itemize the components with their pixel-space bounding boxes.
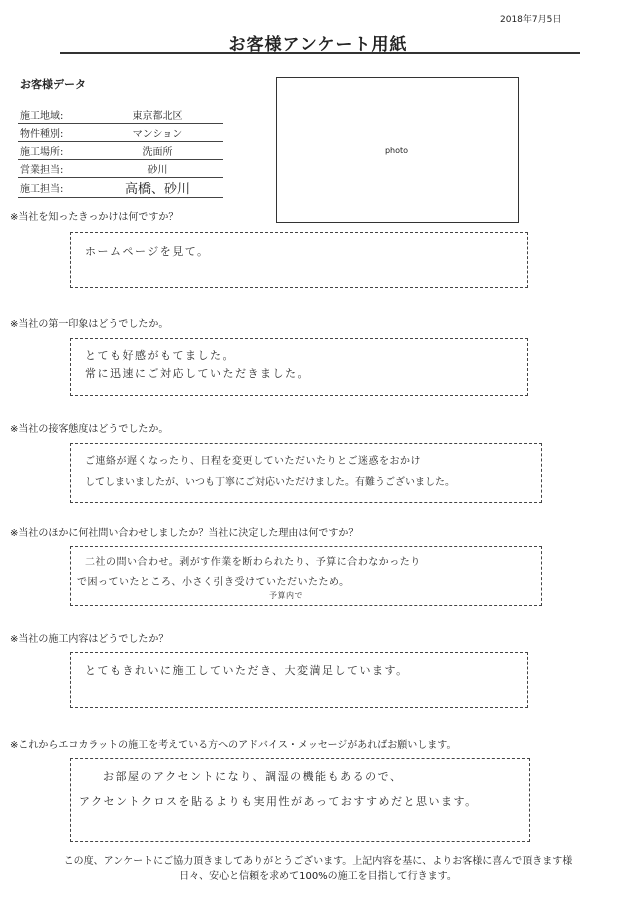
field-label: 物件種別: (18, 124, 92, 142)
answer-box-6 (70, 758, 530, 842)
question-6: ※これからエコカラットの施工を考えている方へのアドバイス・メッセージがあればお願いします。 (10, 740, 457, 751)
table-row (18, 106, 223, 124)
footer-line-2: 日々、安心と信頼を求めて100%の施工を目指して行きます。 (179, 871, 457, 882)
question-1: ※当社を知ったきっかけは何ですか？ (10, 212, 179, 223)
footer-line-1: この度、アンケートにご協力頂きましてありがとうございます。上記内容を基に、よりお客様に喜んで頂きます様 (63, 856, 573, 867)
answer-line: で困っていたところ、小さく引き受けていただいたため。 (77, 577, 350, 588)
answer-box-1 (70, 232, 528, 288)
answer-annotation: 予算内で (269, 591, 303, 600)
answer-line: 常に迅速にご対応していただきました。 (85, 367, 310, 380)
answer-line: とてもきれいに施工していただき、大変満足しています。 (85, 664, 409, 677)
table-row (18, 124, 223, 142)
question-3: ※当社の接客態度はどうでしたか。 (10, 424, 169, 435)
answer-line: 二社の問い合わせ。剥がす作業を断わられたり、予算に合わなかったり (85, 557, 421, 568)
table-row (18, 142, 223, 160)
question-2: ※当社の第一印象はどうでしたか。 (10, 319, 169, 330)
customer-data-heading: お客様データ (20, 78, 86, 91)
title-underline (60, 52, 580, 54)
field-value: 砂川 (92, 160, 223, 178)
field-label: 施工担当: (18, 178, 92, 198)
table-row (18, 178, 223, 198)
answer-line: アクセントクロスを貼るよりも実用性があっておすすめだと思います。 (79, 795, 478, 808)
page-title: お客様アンケート用紙 (228, 35, 408, 55)
field-label: 施工場所: (18, 142, 92, 160)
answer-box-3 (70, 443, 542, 503)
answer-box-5 (70, 652, 528, 708)
answer-line: お部屋のアクセントになり、調湿の機能もあるので、 (103, 770, 403, 783)
survey-date: 2018年7月5日 (500, 15, 562, 25)
field-value-handwritten: 高橋、砂川 (92, 178, 223, 198)
field-value: 東京都北区 (92, 106, 223, 124)
photo-label: photo (384, 146, 409, 155)
field-value: 洗面所 (92, 142, 223, 160)
field-label: 営業担当: (18, 160, 92, 178)
field-value: マンション (92, 124, 223, 142)
answer-line: してしまいましたが、いつも丁寧にご対応いただけました。有難うございました。 (85, 477, 455, 488)
answer-box-2 (70, 338, 528, 396)
field-label: 施工地域: (18, 106, 92, 124)
answer-line: ご連絡が遅くなったり、日程を変更していただいたりとご迷惑をおかけ (85, 456, 421, 467)
question-4: ※当社のほかに何社問い合わせしましたか？当社に決定した理由は何ですか？ (10, 528, 359, 539)
question-5: ※当社の施工内容はどうでしたか？ (10, 634, 169, 645)
table-row (18, 160, 223, 178)
customer-data-table (18, 106, 223, 198)
answer-line: ホームページを見て。 (85, 245, 210, 258)
answer-box-4 (70, 546, 542, 606)
answer-line: とても好感がもてました。 (85, 349, 235, 362)
